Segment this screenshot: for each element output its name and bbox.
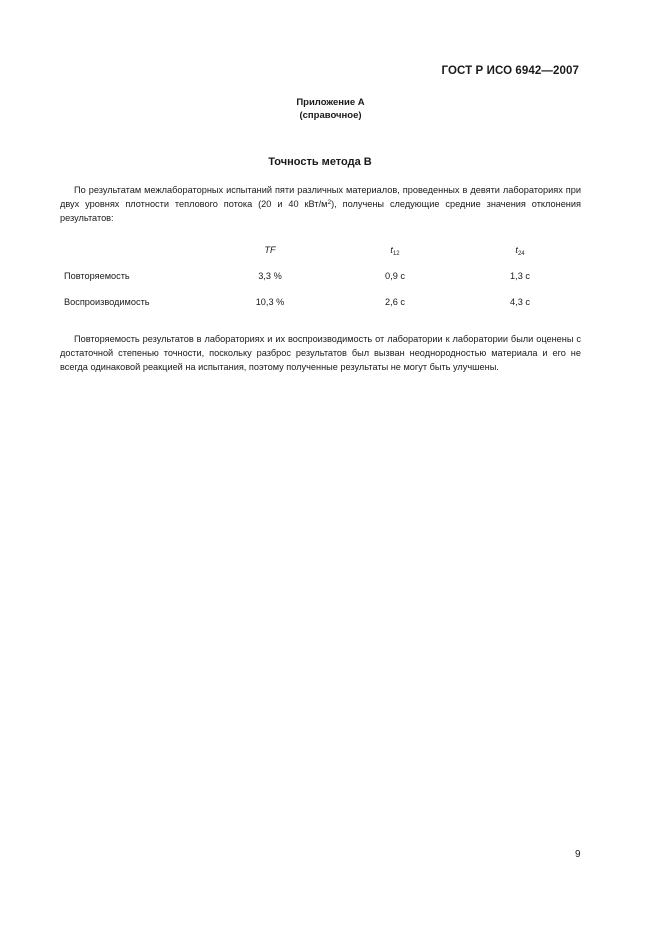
row-label: Воспроизводимость [64, 297, 150, 307]
cell-t12: 2,6 с [385, 297, 405, 307]
header-t12 [365, 245, 425, 257]
appendix-heading [0, 96, 661, 122]
intro-paragraph [60, 183, 581, 225]
conclusion-paragraph: Повторяемость результатов в лабораториях и их воспроизводимость от лаборатории к лаборатории были оценены с достаточной степенью точности, поскольку разброс результатов был вызван неоднородностью материала и его не всегда одинаковой реакцией на испытания, поэтому полученные результаты не могут быть улучшены. [60, 334, 581, 372]
table-row [0, 271, 661, 285]
row-label: Повторяемость [64, 271, 130, 281]
cell-t24: 1,3 с [510, 271, 530, 281]
header-t24-symbol: t [515, 245, 518, 255]
table-header-row [0, 245, 661, 259]
header-t24-subscript: 24 [517, 251, 525, 257]
header-t24 [490, 245, 550, 257]
cell-tf: 3,3 % [258, 271, 282, 281]
appendix-title: Приложение А [296, 97, 365, 108]
header-t12-subscript: 12 [392, 251, 400, 257]
page-number: 9 [575, 849, 581, 860]
document-code: ГОСТ Р ИСО 6942—2007 [441, 65, 579, 77]
header-tf: TF [264, 245, 276, 255]
section-title: Точность метода В [268, 156, 372, 168]
cell-t24: 4,3 с [510, 297, 530, 307]
table-row [0, 297, 661, 311]
cell-tf: 10,3 % [255, 297, 285, 307]
header-t12-symbol: t [390, 245, 393, 255]
intro-text-start: По результатам межлабораторных испытаний пяти различных материалов, проведенных в девяти лабораториях при двух уровнях плотности теплового потока (20 и 40 кВт/м [60, 185, 581, 209]
appendix-type: (справочное) [299, 110, 362, 121]
cell-t12: 0,9 с [385, 271, 405, 281]
unit-superscript: 2 [327, 199, 332, 206]
intro-text-end: ), получены следующие средние значения отклонения результатов: [60, 199, 581, 223]
